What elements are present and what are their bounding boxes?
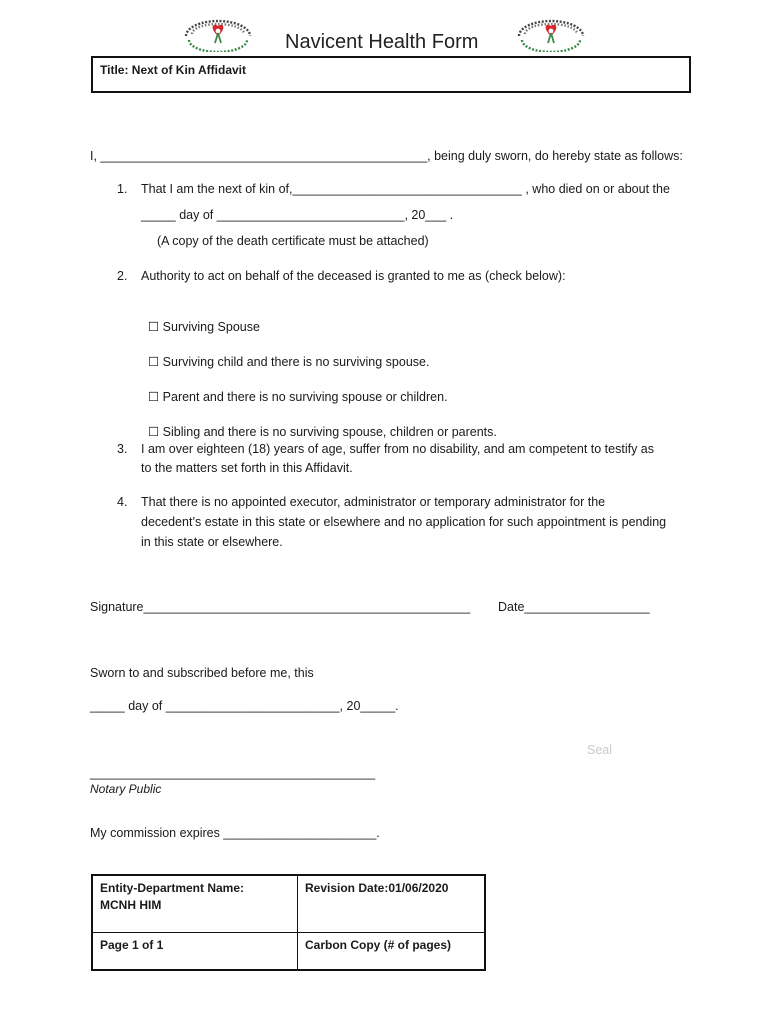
notary-signature-line[interactable]: _________________________________________: [90, 766, 376, 780]
item-4-line-1: That there is no appointed executor, administrator or temporary administrator for the: [141, 495, 606, 509]
notary-label: Notary Public: [90, 782, 162, 796]
seal-placeholder: Seal: [587, 743, 613, 757]
item-4-line-3: in this state or elsewhere.: [141, 535, 283, 549]
item-1-line-2[interactable]: _____ day of ___________________________, 20___ .: [141, 208, 454, 222]
signature-field[interactable]: Signature_______________________________________________: [90, 600, 471, 614]
item-3-line-1: I am over eighteen (18) years of age, suffer from no disability, and am competent to testify as: [141, 442, 654, 456]
sworn-statement: Sworn to and subscribed before me, this: [90, 666, 314, 680]
navicent-health-logo-icon: [515, 16, 587, 52]
option-surviving-child[interactable]: [141, 338, 429, 370]
item-number: 4.: [117, 495, 128, 509]
date-field[interactable]: Date__________________: [498, 600, 650, 614]
item-1-line-1[interactable]: That I am the next of kin of,_________________________________ , who died on or about the: [141, 182, 670, 196]
document-title: Title: Next of Kin Affidavit: [100, 63, 247, 77]
option-label: Sibling and there is no surviving spouse, children or parents.: [162, 425, 497, 439]
checkbox-icon[interactable]: ☐: [147, 425, 160, 439]
item-3-line-2: to the matters set forth in this Affidavit.: [141, 461, 353, 475]
checkbox-icon[interactable]: ☐: [147, 320, 160, 334]
title-box: [91, 56, 691, 93]
option-parent[interactable]: [141, 373, 448, 405]
item-4-line-2: decedent’s estate in this state or elsewhere and no application for such appointment is pending: [141, 515, 667, 529]
page-number: Page 1 of 1: [100, 937, 164, 952]
carbon-copy-label: Carbon Copy (# of pages): [305, 937, 452, 952]
entity-department-cell: [92, 875, 298, 932]
option-label: Surviving child and there is no surviving spouse.: [162, 355, 430, 369]
page-cell: [92, 932, 298, 970]
option-label: Surviving Spouse: [162, 320, 260, 334]
item-number: 2.: [117, 269, 128, 283]
footer-info-table: [91, 874, 486, 971]
item-number: 3.: [117, 442, 128, 456]
navicent-health-logo-icon: [182, 16, 254, 52]
checkbox-icon[interactable]: ☐: [147, 355, 160, 369]
option-surviving-spouse[interactable]: [141, 303, 260, 335]
entity-label: Entity-Department Name:: [100, 881, 245, 895]
sworn-date-field[interactable]: _____ day of _________________________, 20_____.: [90, 699, 399, 713]
revision-date-cell: [298, 875, 486, 932]
item-number: 1.: [117, 182, 128, 196]
checkbox-icon[interactable]: ☐: [147, 390, 160, 404]
form-title: Navicent Health Form: [285, 31, 479, 53]
commission-expires-field[interactable]: My commission expires ______________________.: [90, 826, 380, 840]
entity-value: MCNH HIM: [100, 898, 162, 912]
option-sibling[interactable]: [141, 408, 497, 440]
option-label: Parent and there is no surviving spouse or children.: [162, 390, 448, 404]
item-1-note: (A copy of the death certificate must be attached): [157, 234, 429, 248]
item-2-line-1: Authority to act on behalf of the deceased is granted to me as (check below):: [141, 269, 566, 283]
revision-date: Revision Date:01/06/2020: [305, 881, 449, 895]
carbon-copy-cell: [298, 932, 486, 970]
intro-statement[interactable]: I, _______________________________________________, being duly sworn, do hereby state as follows:: [90, 149, 683, 163]
